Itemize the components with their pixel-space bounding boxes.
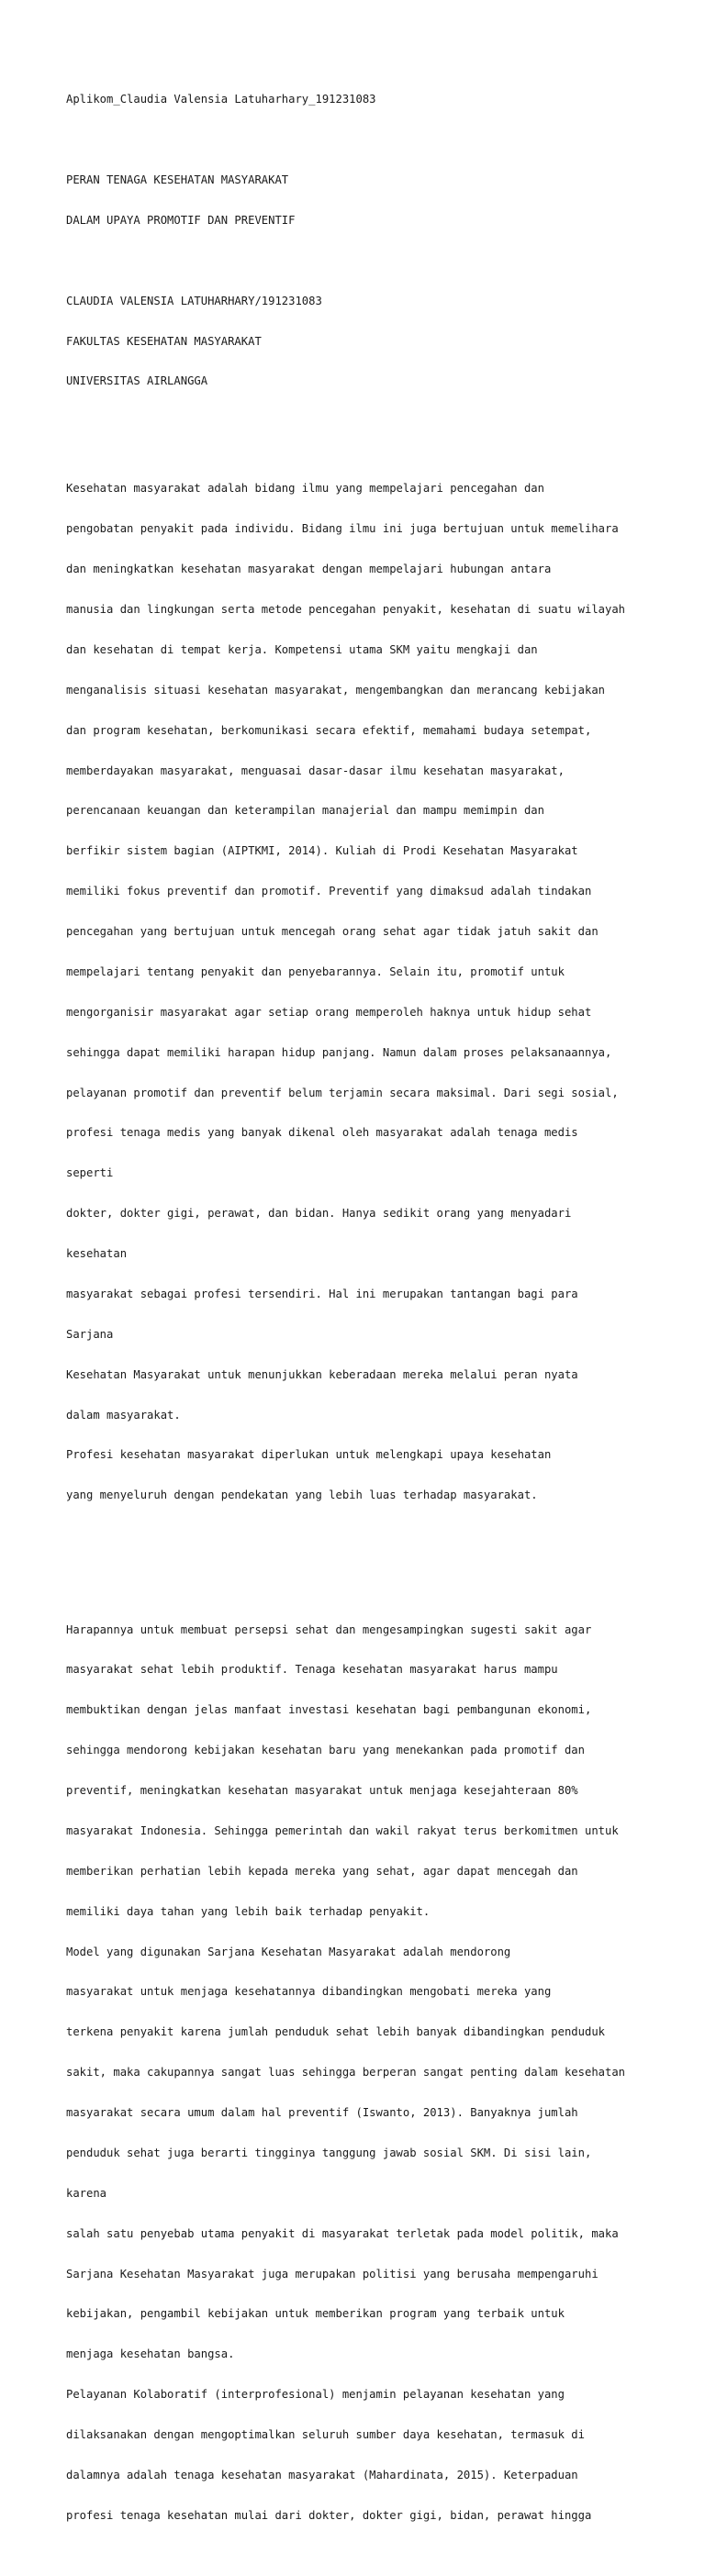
paragraph-line: memberdayakan masyarakat, menguasai dasar-dasar ilmu kesehatan masyarakat, bbox=[66, 764, 565, 777]
paragraph-line: memberikan perhatian lebih kepada mereka yang sehat, agar dapat mencegah dan bbox=[66, 1864, 578, 1878]
paragraph-line: manusia dan lingkungan serta metode pencegahan penyakit, kesehatan di suatu wilayah bbox=[66, 603, 626, 616]
paragraph-line: sehingga mendorong kebijakan kesehatan baru yang menekankan pada promotif dan bbox=[66, 1744, 585, 1757]
paragraph-line: kebijakan, pengambil kebijakan untuk memberikan program yang terbaik untuk bbox=[66, 2307, 565, 2321]
paragraph-line: berfikir sistem bagian (AIPTKMI, 2014). Kuliah di Prodi Kesehatan Masyarakat bbox=[66, 844, 578, 858]
paragraph-line: Kesehatan Masyarakat untuk menunjukkan keberadaan mereka melalui peran nyata bbox=[66, 1367, 578, 1381]
paragraph-1 bbox=[66, 455, 672, 1529]
paragraph-line: pelayanan promotif dan preventif belum terjamin secara maksimal. Dari segi sosial, bbox=[66, 1086, 619, 1099]
paragraph-line: profesi tenaga medis yang banyak dikenal oleh masyarakat adalah tenaga medis bbox=[66, 1126, 578, 1140]
paragraph-line: dan program kesehatan, berkomunikasi secara efektif, memahami budaya setempat, bbox=[66, 723, 592, 737]
paragraph-line: menjaga kesehatan bangsa. bbox=[66, 2347, 235, 2361]
blank-line bbox=[66, 1556, 672, 1569]
title-line-2: DALAM UPAYA PROMOTIF DAN PREVENTIF bbox=[66, 213, 296, 227]
author-university: UNIVERSITAS AIRLANGGA bbox=[66, 374, 208, 388]
paragraph-line: Sarjana Kesehatan Masyarakat juga merupakan politisi yang berusaha mempengaruhi bbox=[66, 2267, 599, 2280]
paragraph-line: dalamnya adalah tenaga kesehatan masyarakat (Mahardinata, 2015). Keterpaduan bbox=[66, 2468, 578, 2481]
paragraph-line: sehingga dapat memiliki harapan hidup panjang. Namun dalam proses pelaksanaannya, bbox=[66, 1045, 612, 1059]
paragraph-line: menganalisis situasi kesehatan masyarakat, mengembangkan dan merancang kebijakan bbox=[66, 683, 605, 697]
paragraph-line: masyarakat untuk menjaga kesehatannya dibandingkan mengobati mereka yang bbox=[66, 1985, 552, 1999]
paragraph-line: terkena penyakit karena jumlah penduduk sehat lebih banyak dibandingkan penduduk bbox=[66, 2025, 605, 2039]
paragraph-line: penduduk sehat juga berarti tingginya tanggung jawab sosial SKM. Di sisi lain, bbox=[66, 2146, 592, 2159]
paragraph-line: kesehatan bbox=[66, 1247, 128, 1260]
paragraph-line: mempelajari tentang penyakit dan penyebarannya. Selain itu, promotif untuk bbox=[66, 965, 565, 978]
paragraph-line: Harapannya untuk membuat persepsi sehat dan mengesampingkan sugesti sakit agar bbox=[66, 1623, 592, 1636]
paragraph-line: dokter, dokter gigi, perawat, dan bidan. Hanya sedikit orang yang menyadari bbox=[66, 1207, 572, 1221]
paragraph-line: masyarakat secara umum dalam hal preventif (Iswanto, 2013). Banyaknya jumlah bbox=[66, 2106, 578, 2119]
author-name: CLAUDIA VALENSIA LATUHARHARY/191231083 bbox=[66, 294, 322, 307]
paragraph-line: sakit, maka cakupannya sangat luas sehingga berperan sangat penting dalam kesehatan bbox=[66, 2066, 626, 2080]
paragraph-line: preventif, meningkatkan kesehatan masyarakat untuk menjaga kesejahteraan 80% bbox=[66, 1784, 578, 1797]
paragraph-line: Profesi kesehatan masyarakat diperlukan untuk melengkapi upaya kesehatan bbox=[66, 1448, 552, 1462]
paragraph-line: pencegahan yang bertujuan untuk mencegah orang sehat agar tidak jatuh sakit dan bbox=[66, 925, 599, 938]
paragraph-line: Pelayanan Kolaboratif (interprofesional) menjamin pelayanan kesehatan yang bbox=[66, 2388, 565, 2402]
paragraph-line: Sarjana bbox=[66, 1327, 114, 1341]
document-body bbox=[66, 66, 672, 2576]
paragraph-line: Model yang digunakan Sarjana Kesehatan Masyarakat adalah mendorong bbox=[66, 1945, 511, 1958]
paragraph-line: dilaksanakan dengan mengoptimalkan seluruh sumber daya kesehatan, termasuk di bbox=[66, 2428, 585, 2441]
author-faculty: FAKULTAS KESEHATAN MASYARAKAT bbox=[66, 334, 262, 348]
paragraph-line: perencanaan keuangan dan keterampilan manajerial dan mampu memimpin dan bbox=[66, 804, 544, 818]
paragraph-line: memiliki fokus preventif dan promotif. Preventif yang dimaksud adalah tindakan bbox=[66, 885, 592, 898]
paragraph-2 bbox=[66, 1596, 672, 2548]
paragraph-line: masyarakat sehat lebih produktif. Tenaga kesehatan masyarakat harus mampu bbox=[66, 1663, 558, 1677]
title-line-1: PERAN TENAGA KESEHATAN MASYARAKAT bbox=[66, 173, 289, 186]
paragraph-line: pengobatan penyakit pada individu. Bidang ilmu ini juga bertujuan untuk memelihara bbox=[66, 522, 619, 536]
paragraph-line: seperti bbox=[66, 1166, 114, 1180]
paragraph-line: Kesehatan masyarakat adalah bidang ilmu yang mempelajari pencegahan dan bbox=[66, 482, 544, 496]
paragraph-line: profesi tenaga kesehatan mulai dari dokter, dokter gigi, bidan, perawat hingga bbox=[66, 2508, 592, 2522]
document-filename: Aplikom_Claudia Valensia Latuharhary_191231083 bbox=[66, 93, 376, 106]
paragraph-line: mengorganisir masyarakat agar setiap orang memperoleh haknya untuk hidup sehat bbox=[66, 1005, 592, 1019]
blank-line bbox=[66, 133, 672, 147]
blank-line bbox=[66, 415, 672, 429]
paragraph-line: dan kesehatan di tempat kerja. Kompetensi utama SKM yaitu mengkaji dan bbox=[66, 642, 538, 656]
paragraph-line: dan meningkatkan kesehatan masyarakat dengan mempelajari hubungan antara bbox=[66, 563, 552, 576]
paragraph-line: membuktikan dengan jelas manfaat investasi kesehatan bagi pembangunan ekonomi, bbox=[66, 1703, 592, 1717]
paragraph-line: masyarakat sebagai profesi tersendiri. Hal ini merupakan tantangan bagi para bbox=[66, 1287, 578, 1300]
paragraph-line: salah satu penyebab utama penyakit di masyarakat terletak pada model politik, maka bbox=[66, 2226, 619, 2240]
paragraph-line: memiliki daya tahan yang lebih baik terhadap penyakit. bbox=[66, 1904, 431, 1918]
paragraph-line: dalam masyarakat. bbox=[66, 1408, 181, 1422]
blank-line bbox=[66, 254, 672, 268]
paragraph-line: yang menyeluruh dengan pendekatan yang lebih luas terhadap masyarakat. bbox=[66, 1489, 538, 1502]
paragraph-line: masyarakat Indonesia. Sehingga pemerintah dan wakil rakyat terus berkomitmen untuk bbox=[66, 1823, 619, 1837]
paragraph-line: karena bbox=[66, 2186, 107, 2200]
